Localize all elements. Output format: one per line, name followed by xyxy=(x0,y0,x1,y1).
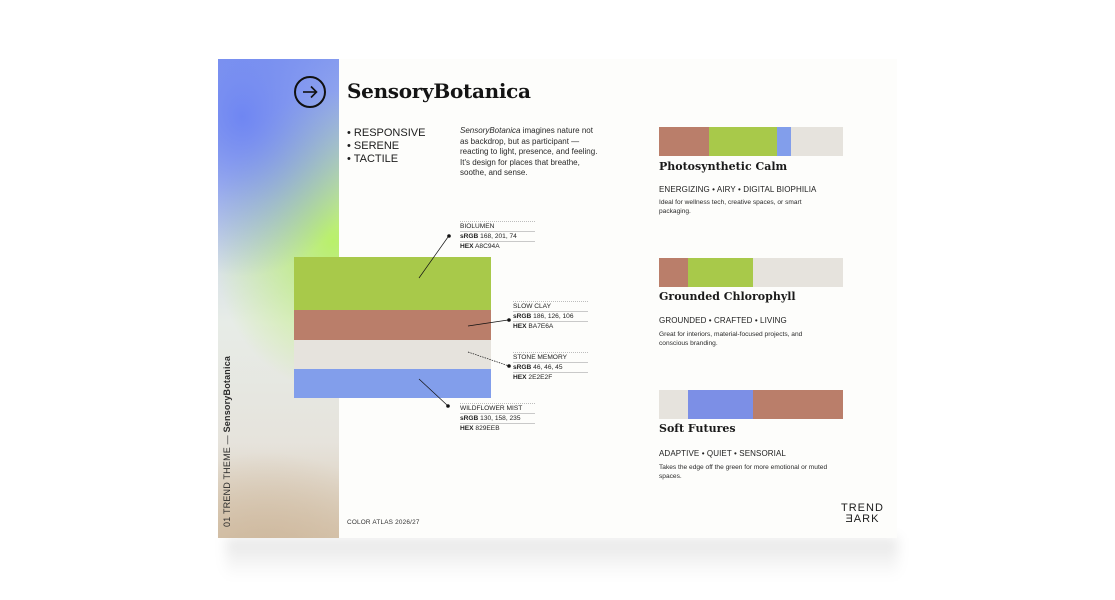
palette-tags: ENERGIZING • AIRY • DIGITAL BIOPHILIA xyxy=(659,185,817,194)
swatch-info-wildflower-mist xyxy=(460,403,535,433)
swatch-srgb: sRGB 46, 46, 45 xyxy=(513,362,588,372)
swatch-hex: HEX 2E2E2F xyxy=(513,372,588,382)
palette-title: Photosynthetic Calm xyxy=(659,160,788,173)
palette-segment xyxy=(659,390,688,419)
palette-description: Takes the edge off the green for more emotional or muted spaces. xyxy=(659,464,828,480)
side-theme-label: 01 TREND THEME — SensoryBotanica xyxy=(222,355,232,527)
palette-bar-soft-futures xyxy=(659,390,843,419)
palette-tags: GROUNDED • CRAFTED • LIVING xyxy=(659,316,787,325)
palette-segment xyxy=(688,390,752,419)
swatch-info-stone-memory xyxy=(513,352,588,382)
brand-logo: TREND ƎARK xyxy=(841,502,884,525)
palette-tags: ADAPTIVE • QUIET • SENSORIAL xyxy=(659,449,786,458)
swatch-block-biolumen xyxy=(294,257,491,310)
arrow-right-icon[interactable] xyxy=(294,76,326,108)
page-shadow xyxy=(226,538,898,578)
palette-bar-grounded-chlorophyll xyxy=(659,258,843,287)
swatch-info-biolumen xyxy=(460,221,535,251)
swatch-info-slow-clay xyxy=(513,301,588,331)
swatch-hex: HEX BA7E6A xyxy=(513,321,588,331)
palette-segment xyxy=(777,127,792,156)
palette-title: Soft Futures xyxy=(659,422,736,435)
page-title: SensoryBotanica xyxy=(347,79,531,103)
palette-description: Ideal for wellness tech, creative spaces, or smart packaging. xyxy=(659,199,802,215)
swatch-hex: HEX A8C94A xyxy=(460,241,535,251)
footer-label: COLOR ATLAS 2026/27 xyxy=(347,519,420,526)
palette-segment xyxy=(709,127,777,156)
swatch-srgb: sRGB 130, 158, 235 xyxy=(460,413,535,423)
palette-description: Great for interiors, material-focused projects, and conscious branding. xyxy=(659,331,803,347)
swatch-block-stone-memory xyxy=(294,340,491,369)
swatch-srgb: sRGB 186, 126, 106 xyxy=(513,311,588,321)
palette-segment xyxy=(688,258,752,287)
swatch-name: STONE MEMORY xyxy=(513,352,588,362)
palette-bar-photosynthetic-calm xyxy=(659,127,843,156)
palette-title: Grounded Chlorophyll xyxy=(659,290,796,303)
swatch-name: WILDFLOWER MIST xyxy=(460,403,535,413)
palette-segment xyxy=(659,127,709,156)
palette-segment xyxy=(791,127,843,156)
palette-segment xyxy=(753,390,843,419)
swatch-name: SLOW CLAY xyxy=(513,301,588,311)
keyword-list xyxy=(347,127,425,166)
swatch-hex: HEX 829EEB xyxy=(460,423,535,433)
palette-segment xyxy=(753,258,843,287)
keyword-item: • SERENE xyxy=(347,140,400,152)
theme-description: SensoryBotanica imagines nature not as backdrop, but as participant — reacting to light, presence, and feeling. It's design for places that breathe, soothe, and sense. xyxy=(460,126,598,177)
swatch-block-wildflower-mist xyxy=(294,369,491,398)
swatch-name: BIOLUMEN xyxy=(460,221,535,231)
trend-page xyxy=(218,59,897,538)
swatch-srgb: sRGB 168, 201, 74 xyxy=(460,231,535,241)
swatch-block-slow-clay xyxy=(294,310,491,340)
keyword-item: • RESPONSIVE xyxy=(347,127,426,139)
keyword-item: • TACTILE xyxy=(347,153,399,165)
palette-segment xyxy=(659,258,688,287)
